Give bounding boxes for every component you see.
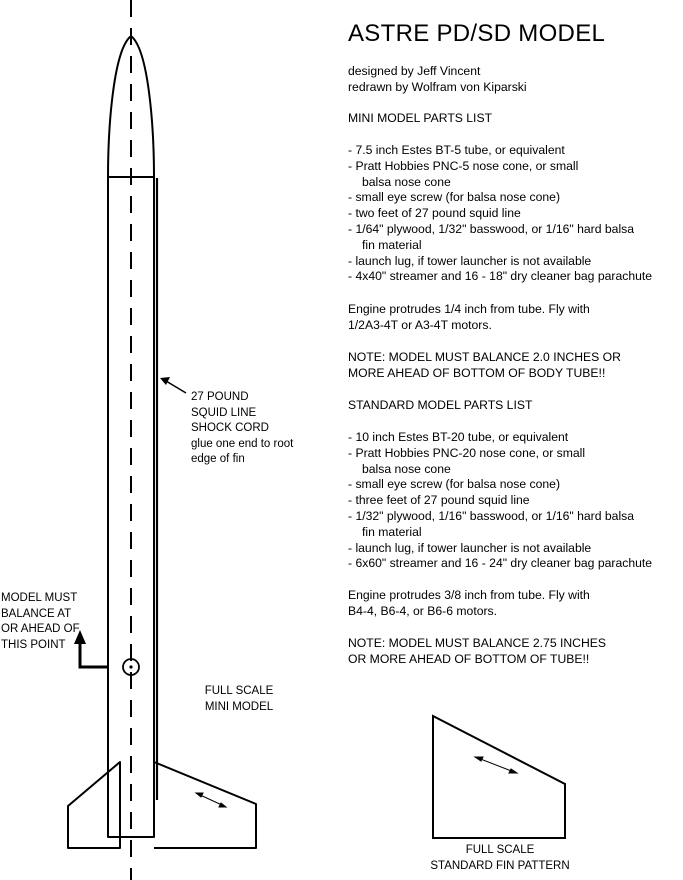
mini-engine-note: [348, 302, 590, 334]
engine-line: Engine protrudes 3/8 inch from tube. Fly with: [348, 588, 590, 602]
mini-model-label: [191, 684, 287, 715]
balance-callout: [1, 591, 80, 653]
callout-line: SHOCK CORD: [191, 422, 269, 434]
balance-point-dot: [129, 665, 132, 668]
note-line: NOTE: MODEL MUST BALANCE 2.75 INCHES: [348, 636, 607, 650]
designer-credit: designed by Jeff Vincent: [348, 64, 481, 78]
list-item: - 10 inch Estes BT-20 tube, or equivalent: [348, 430, 569, 444]
list-item: - launch lug, if tower launcher is not available: [348, 253, 592, 268]
callout-line: glue one end to root: [191, 437, 294, 450]
list-item: - 7.5 inch Estes BT-5 tube, or equivalent: [348, 143, 565, 157]
callout-line: 27 POUND: [191, 391, 249, 403]
mini-parts-heading: MINI MODEL PARTS LIST: [348, 111, 493, 125]
standard-fin-pattern: [433, 716, 565, 838]
list-item: balsa nose cone: [362, 461, 451, 476]
list-item: - small eye screw (for balsa nose cone): [348, 190, 561, 205]
note-line: MORE AHEAD OF BOTTOM OF BODY TUBE!!: [348, 365, 606, 380]
list-item: - launch lug, if tower launcher is not available: [348, 540, 592, 555]
fin-pattern-label: [420, 843, 580, 874]
list-item: - Pratt Hobbies PNC-20 nose cone, or small: [348, 445, 586, 460]
label-line: FULL SCALE: [204, 685, 274, 697]
callout-line: BALANCE AT: [1, 607, 72, 620]
list-item: - two feet of 27 pound squid line: [348, 206, 521, 221]
list-item: - three feet of 27 pound squid line: [348, 493, 530, 508]
standard-balance-note: [348, 636, 606, 668]
standard-engine-note: [348, 588, 590, 620]
grain-arrow-icon: [196, 793, 226, 807]
list-item: - small eye screw (for balsa nose cone): [348, 477, 561, 492]
label-line: MINI MODEL: [204, 700, 274, 713]
engine-line: B4-4, B6-4, or B6-6 motors.: [348, 603, 498, 618]
left-fin: [68, 762, 120, 848]
shock-cord-arrow: [166, 381, 186, 393]
engine-line: 1/2A3-4T or A3-4T motors.: [348, 317, 492, 332]
shock-cord-callout: [191, 390, 293, 468]
engine-line: Engine protrudes 1/4 inch from tube. Fly with: [348, 302, 590, 316]
mini-balance-note: [348, 350, 621, 382]
list-item: - 1/32" plywood, 1/16" basswood, or 1/16" hard balsa: [348, 508, 635, 523]
standard-parts-list: [348, 430, 652, 572]
list-item: fin material: [362, 524, 422, 539]
list-item: fin material: [362, 237, 422, 252]
list-item: - 1/64" plywood, 1/32" basswood, or 1/16" hard balsa: [348, 221, 635, 236]
page-title: ASTRE PD/SD MODEL: [348, 20, 606, 47]
balance-pointer: [80, 640, 108, 667]
standard-parts-heading: STANDARD MODEL PARTS LIST: [348, 398, 533, 412]
list-item: - 4x40" streamer and 16 - 18" dry cleaner bag parachute: [348, 269, 653, 284]
credits: [348, 64, 527, 96]
list-item: - Pratt Hobbies PNC-5 nose cone, or small: [348, 158, 579, 173]
note-line: NOTE: MODEL MUST BALANCE 2.0 INCHES OR: [348, 350, 621, 364]
callout-line: MODEL MUST: [1, 592, 78, 604]
right-fin: [154, 762, 256, 848]
list-item: - 6x60" streamer and 16 - 24" dry cleaner bag parachute: [348, 556, 653, 571]
list-item: balsa nose cone: [362, 174, 451, 189]
note-line: OR MORE AHEAD OF BOTTOM OF TUBE!!: [348, 651, 590, 666]
label-line: FULL SCALE: [465, 844, 535, 856]
mini-parts-list: [348, 143, 652, 285]
shock-cord-arrowhead: [160, 377, 170, 385]
callout-line: OR AHEAD OF: [1, 623, 80, 635]
callout-line: edge of fin: [191, 453, 245, 465]
fin-grain-arrow-icon: [475, 757, 517, 773]
label-line: STANDARD FIN PATTERN: [430, 859, 570, 872]
callout-line: SQUID LINE: [191, 406, 257, 419]
redrawn-credit: redrawn by Wolfram von Kiparski: [348, 79, 527, 94]
callout-line: THIS POINT: [1, 638, 66, 651]
